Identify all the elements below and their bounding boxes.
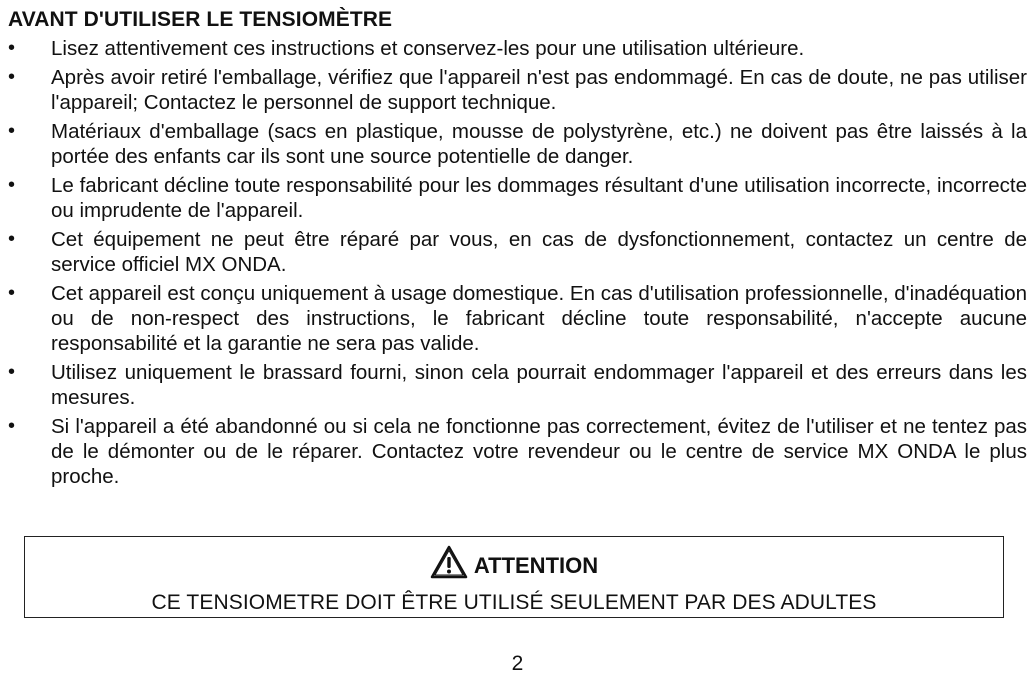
bullet-icon: • (8, 120, 16, 142)
list-item (0, 36, 1035, 61)
bullet-icon: • (8, 66, 16, 88)
list-item-text: Utilisez uniquement le brassard fourni, sinon cela pourrait endommager l'appareil et des erreurs dans les mesures. (51, 361, 1027, 409)
list-item (0, 360, 1035, 410)
list-item (0, 119, 1035, 169)
list-item (0, 227, 1035, 277)
bullet-icon: • (8, 37, 16, 59)
warning-triangle-icon (430, 545, 468, 579)
section-heading: AVANT D'UTILISER LE TENSIOMÈTRE (8, 8, 393, 31)
list-item-text: Cet équipement ne peut être réparé par vous, en cas de dysfonctionnement, contactez un centre de service officiel MX ONDA. (51, 228, 1027, 276)
attention-box (24, 536, 1004, 618)
attention-header (25, 545, 1003, 579)
list-item (0, 281, 1035, 356)
bullet-icon: • (8, 415, 16, 437)
bullet-icon: • (8, 174, 16, 196)
bullet-icon: • (8, 361, 16, 383)
instruction-list (0, 36, 1035, 493)
bullet-icon: • (8, 282, 16, 304)
page-number: 2 (511, 652, 524, 675)
list-item-text: Après avoir retiré l'emballage, vérifiez que l'appareil n'est pas endommagé. En cas de doute, ne pas utiliser l'appareil; Contactez le personnel de support technique. (51, 66, 1027, 114)
attention-text: CE TENSIOMETRE DOIT ÊTRE UTILISÉ SEULEMENT PAR DES ADULTES (151, 591, 877, 614)
list-item-text: Le fabricant décline toute responsabilité pour les dommages résultant d'une utilisation incorrecte, incorrecte ou imprudente de l'appareil. (51, 174, 1027, 222)
list-item-text: Lisez attentivement ces instructions et conservez-les pour une utilisation ultérieure. (51, 37, 805, 60)
list-item-text: Matériaux d'emballage (sacs en plastique, mousse de polystyrène, etc.) ne doivent pas être laissés à la portée des enfants car ils sont une source potentielle de danger. (51, 120, 1027, 168)
list-item (0, 65, 1035, 115)
list-item-text: Cet appareil est conçu uniquement à usage domestique. En cas d'utilisation professionnelle, d'inadéquation ou de non-respect des instructions, le fabricant décline toute responsabilité, n'accepte aucune responsabilité et la garantie ne sera pas valide. (51, 282, 1027, 355)
attention-title: ATTENTION (473, 553, 599, 578)
list-item (0, 173, 1035, 223)
bullet-icon: • (8, 228, 16, 250)
list-item-text: Si l'appareil a été abandonné ou si cela ne fonctionne pas correctement, évitez de l'utiliser et ne tentez pas de le démonter ou de le réparer. Contactez votre revendeur ou le centre de service MX ONDA le plus proche. (51, 415, 1027, 488)
list-item (0, 414, 1035, 489)
